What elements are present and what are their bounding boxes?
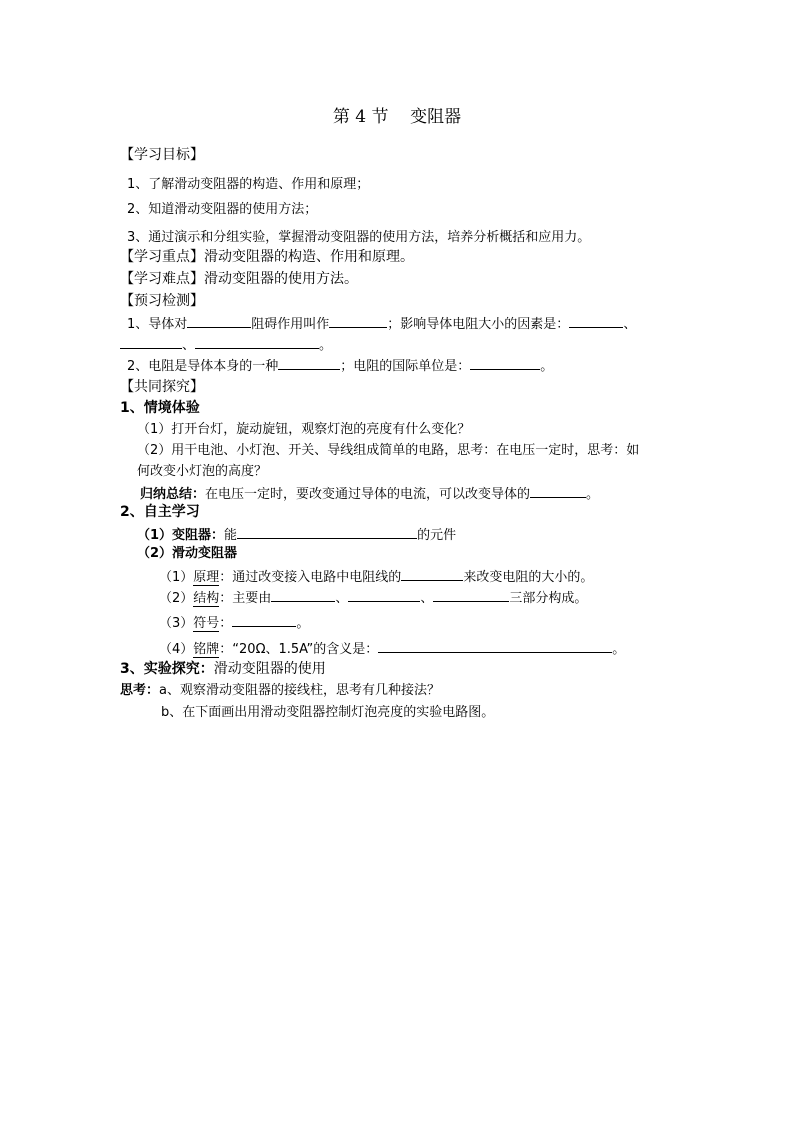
- item-text: 来改变电阻的大小的。: [463, 570, 594, 585]
- focus-text: 滑动变阻器的构造、作用和原理。: [204, 249, 414, 265]
- item-number: （4）: [159, 642, 194, 657]
- item-number: （3）: [159, 616, 194, 631]
- objective-item: 1、了解滑动变阻器的构造、作用和原理；: [127, 177, 370, 192]
- item-label: 原理: [193, 570, 220, 585]
- item-label: 铭牌: [193, 642, 220, 657]
- item-text: ：通过改变接入电路中电阻线的: [219, 570, 402, 585]
- section-1-title: 1、情境体验: [120, 400, 200, 416]
- item-text: 、: [420, 591, 434, 606]
- q1-text: ；影响导体电阻大小的因素是：: [387, 317, 570, 332]
- item-text: 三部分构成。: [509, 591, 588, 606]
- objective-item: 3、通过演示和分组实验，掌握滑动变阻器的使用方法，培养分析概括和应用力。: [127, 230, 591, 245]
- focus-label: 【学习重点】: [120, 249, 204, 265]
- think-text: a、观察滑动变阻器的接线柱，思考有几种接法？: [159, 683, 440, 698]
- q1-text: 1、导体对: [127, 317, 188, 332]
- focus-line: [120, 248, 414, 266]
- summary-text: 。: [586, 487, 600, 502]
- page-title: 第 4 节 变阻器: [332, 107, 462, 127]
- preview-q1-cont: [120, 335, 332, 355]
- item-text: 、: [335, 591, 349, 606]
- slide-rheostat-title: （2）滑动变阻器: [137, 546, 238, 561]
- answer-blank[interactable]: [329, 314, 387, 328]
- difficulty-label: 【学习难点】: [120, 271, 204, 287]
- answer-blank[interactable]: [278, 356, 340, 370]
- s1-paragraph-2-cont: 何改变小灯泡的高度？: [137, 464, 268, 479]
- preview-q1: [127, 314, 636, 334]
- item-number: （1）: [159, 570, 194, 585]
- think-b: b、在下面画出用滑动变阻器控制灯泡亮度的实验电路图。: [161, 705, 495, 720]
- answer-blank[interactable]: [530, 484, 586, 498]
- answer-blank[interactable]: [470, 356, 540, 370]
- q2-text: ；电阻的国际单位是：: [340, 359, 471, 374]
- item-text: ：: [219, 616, 233, 631]
- item-text: ：主要由: [219, 591, 272, 606]
- answer-blank[interactable]: [348, 588, 420, 602]
- section-3-label: 3、实验探究：: [120, 661, 214, 677]
- difficulty-text: 滑动变阻器的使用方法。: [204, 271, 358, 287]
- objectives-header: 【学习目标】: [120, 147, 204, 163]
- q2-text: 。: [540, 359, 554, 374]
- answer-blank[interactable]: [232, 613, 296, 627]
- section-3-title: [120, 660, 326, 678]
- item-number: （2）: [159, 591, 194, 606]
- summary-label: 归纳总结：: [140, 487, 206, 502]
- answer-blank[interactable]: [271, 588, 335, 602]
- item-text: 。: [612, 642, 626, 657]
- answer-blank[interactable]: [237, 525, 417, 539]
- s1-summary: [140, 484, 599, 504]
- q2-text: 2、电阻是导体本身的一种: [127, 359, 279, 374]
- answer-blank[interactable]: [187, 314, 251, 328]
- objective-item: 2、知道滑动变阻器的使用方法；: [127, 202, 318, 217]
- preview-header: 【预习检测】: [120, 293, 204, 309]
- section-3-text: 滑动变阻器的使用: [213, 661, 326, 677]
- item-text: 。: [296, 616, 310, 631]
- answer-blank[interactable]: [378, 639, 612, 653]
- think-a: [120, 682, 440, 700]
- answer-blank[interactable]: [195, 335, 319, 349]
- rheostat-label: （1）变阻器：: [137, 528, 225, 543]
- structure-item: [159, 588, 587, 608]
- symbol-item: [159, 613, 309, 633]
- answer-blank[interactable]: [401, 567, 463, 581]
- answer-blank[interactable]: [433, 588, 509, 602]
- think-label: 思考：: [120, 683, 160, 698]
- q1-text: 、: [182, 338, 196, 353]
- s1-paragraph-1: （1）打开台灯，旋动旋钮，观察灯泡的亮度有什么变化？: [137, 422, 471, 437]
- item-label: 结构: [193, 591, 220, 606]
- rheostat-text: 能: [224, 528, 238, 543]
- answer-blank[interactable]: [569, 314, 623, 328]
- rheostat-text: 的元件: [417, 528, 457, 543]
- difficulty-line: [120, 270, 358, 288]
- q1-text: 阻碍作用叫作: [251, 317, 330, 332]
- explore-header: 【共同探究】: [120, 379, 204, 395]
- answer-blank[interactable]: [120, 335, 182, 349]
- summary-text: 在电压一定时，要改变通过导体的电流，可以改变导体的: [205, 487, 531, 502]
- item-label: 符号: [193, 616, 220, 631]
- nameplate-item: [159, 639, 625, 659]
- item-text: ：“20Ω、1.5A”的含义是：: [219, 642, 379, 657]
- q1-text: 、: [623, 317, 637, 332]
- section-2-title: 2、自主学习: [120, 504, 200, 520]
- rheostat-definition: [137, 525, 456, 545]
- principle-item: [159, 567, 593, 587]
- q1-text: 。: [319, 338, 333, 353]
- s1-paragraph-2: （2）用干电池、小灯泡、开关、导线组成简单的电路，思考：在电压一定时，思考：如: [137, 443, 640, 458]
- preview-q2: [127, 356, 553, 376]
